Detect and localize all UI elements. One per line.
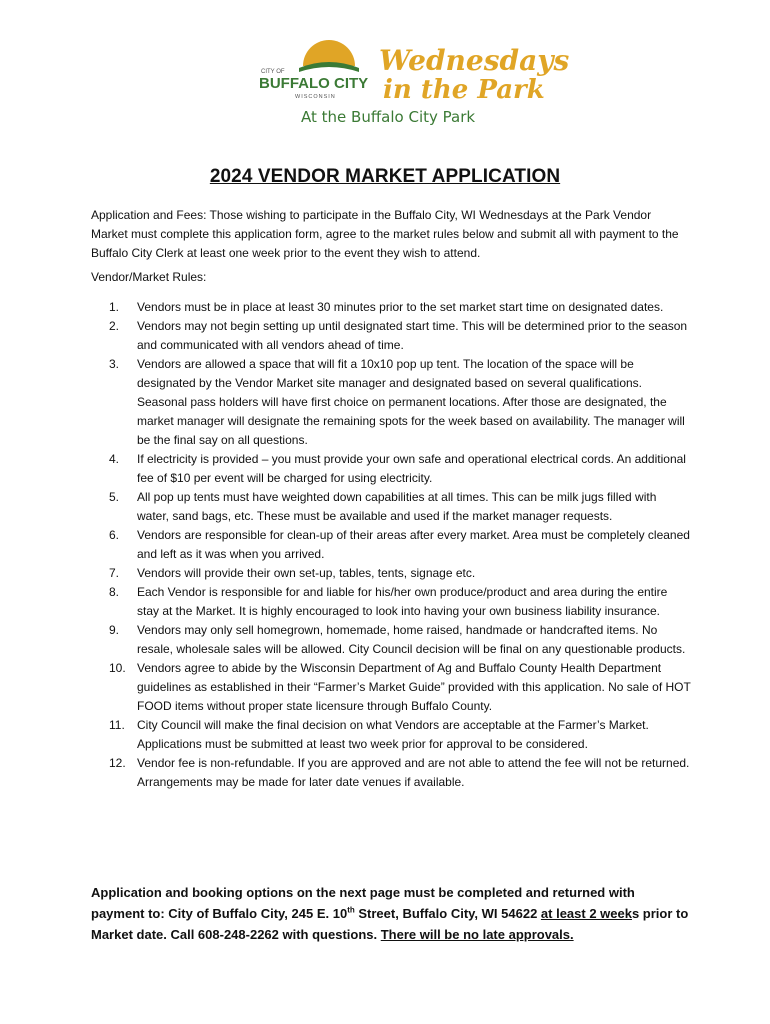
rule-item <box>91 450 691 488</box>
deadline-underline: at least 2 week <box>540 906 632 921</box>
rule-number: 5. <box>109 490 120 504</box>
rule-item <box>91 754 691 792</box>
rule-text: If electricity is provided – you must provide your own safe and operational electrical cords. An additional fee of $10 per event will be charged for using electricity. <box>137 452 686 485</box>
footer-sup: th <box>347 905 355 915</box>
rule-number: 6. <box>109 528 120 542</box>
rule-text: Vendors will provide their own set-up, tables, tents, signage etc. <box>137 566 476 580</box>
rule-text: Vendor fee is non-refundable. If you are approved and are not able to attend the fee will not be returned. Arrangements may be made for later date venues if available. <box>137 756 690 789</box>
rule-number: 1. <box>109 300 120 314</box>
rule-number: 7. <box>109 566 120 580</box>
rule-item <box>91 621 691 659</box>
logo-tagline: At the Buffalo City Park <box>301 108 476 126</box>
rule-number: 4. <box>109 452 120 466</box>
rule-item <box>91 488 691 526</box>
event-logo <box>255 38 570 128</box>
logo-graphic <box>255 38 570 128</box>
rule-text: Vendors may only sell homegrown, homemade, home raised, handmade or handcrafted items. No resale, wholesale sales will be allowed. City Council decision will be final on any questionable products. <box>137 623 686 656</box>
rule-item <box>91 355 691 450</box>
logo-script-line1: Wednesdays <box>379 44 570 77</box>
logo-script-line2: in the Park <box>383 75 545 105</box>
footer-text-3: s prior to Market date. Call 608-248-2262 with questions. <box>91 906 689 942</box>
rule-text: Vendors must be in place at least 30 minutes prior to the set market start time on designated dates. <box>137 300 664 314</box>
rule-text: Vendors agree to abide by the Wisconsin Department of Ag and Buffalo County Health Department guidelines as established in their “Farmer’s Market Guide” provided with this application. No sale of HOT FOOD items without proper state licensure through Buffalo County. <box>137 661 691 713</box>
page-title: 2024 VENDOR MARKET APPLICATION <box>209 166 561 187</box>
rule-item <box>91 317 691 355</box>
rule-item <box>91 298 691 317</box>
rule-number: 11. <box>109 718 125 732</box>
rule-text: Vendors may not begin setting up until designated start time. This will be determined prior to the season and communicated with all vendors ahead of time. <box>137 319 688 352</box>
logo-city-name: BUFFALO CITY <box>259 75 369 92</box>
rule-item <box>91 526 691 564</box>
rule-item <box>91 564 691 583</box>
rule-number: 9. <box>109 623 120 637</box>
rule-item <box>91 583 691 621</box>
rule-text: All pop up tents must have weighted down capabilities at all times. This can be milk jugs filled with water, sand bags, etc. These must be available and used if the market manager requests. <box>137 490 657 523</box>
intro-paragraph: Application and Fees: Those wishing to participate in the Buffalo City, WI Wednesdays at the Park Vendor Market must complete this application form, agree to the market rules below and submit all with payment to the Buffalo City Clerk at least one week prior to the event they wish to attend. <box>91 208 679 260</box>
rule-number: 2. <box>109 319 120 333</box>
rule-number: 12. <box>109 756 126 770</box>
rules-heading: Vendor/Market Rules: <box>91 270 207 284</box>
rule-item <box>91 659 691 716</box>
logo-state: WISCONSIN <box>295 94 336 100</box>
logo-city-of: CITY OF <box>261 69 285 75</box>
rule-text: Vendors are responsible for clean-up of their areas after every market. Area must be completely cleaned and left as it was when you arrived. <box>137 528 690 561</box>
rules-list <box>91 298 691 792</box>
footer-text-1: Application and booking options on the next page must be completed and returned with payment to: City of Buffalo City, 245 E. 10 <box>91 885 635 921</box>
rule-text: Each Vendor is responsible for and liable for his/her own produce/product and area during the entire stay at the Market. It is highly encouraged to look into having your own business liability insurance. <box>137 585 668 618</box>
no-late-approvals: There will be no late approvals. <box>380 927 574 942</box>
rule-number: 3. <box>109 357 120 371</box>
submission-instructions <box>91 882 691 945</box>
footer-text-2: Street, Buffalo City, WI 54622 <box>354 906 541 921</box>
rule-text: City Council will make the final decision on what Vendors are acceptable at the Farmer’s Market. Applications must be submitted at least two week prior for approval to be considered. <box>137 718 649 751</box>
rule-number: 8. <box>109 585 120 599</box>
rule-text: Vendors are allowed a space that will fit a 10x10 pop up tent. The location of the space will be designated by the Vendor Market site manager and designated based on several qualifications. Seasonal pass holders will have first choice on permanent locations. After those are designated, the market manager will designate the remaining spots for the week based on availability. The manager will be the final say on all questions. <box>137 357 685 447</box>
rule-item <box>91 716 691 754</box>
rule-number: 10. <box>109 661 126 675</box>
